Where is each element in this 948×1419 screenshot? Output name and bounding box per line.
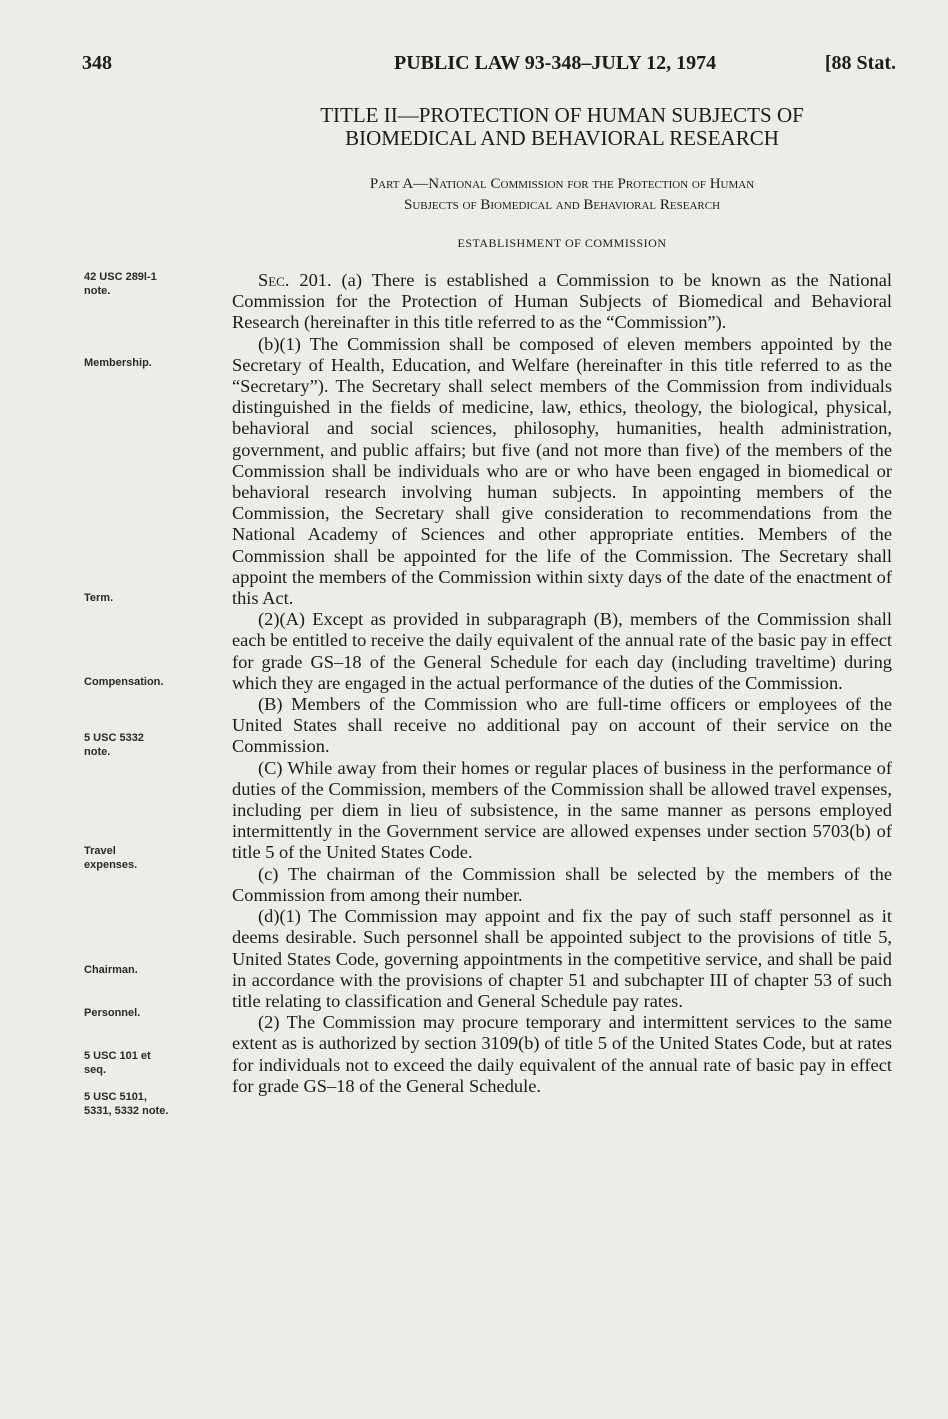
part-line-1: Part A—National Commission for the Protection of Human — [369, 176, 755, 192]
paragraph-2b: (B) Members of the Commission who are full-time officers or employees of the United States shall receive no additional pay on account of their service on the Commission. — [232, 694, 892, 757]
volume-reference: [88 Stat. — [824, 52, 896, 74]
margin-note-citation-4: 5 USC 5101, 5331, 5332 note. — [84, 1091, 169, 1117]
paragraph-d2: (2) The Commission may procure temporary and intermittent services to the same extent as is authorized by section 3109(b) of title 5 of the United States Code, but at rates for individuals not to exceed the daily equivalent of the annual rate of basic pay in effect for grade GS–18 of the General Schedule. — [232, 1012, 892, 1096]
title-heading — [232, 104, 892, 150]
margin-note-personnel: Personnel. — [84, 1007, 141, 1019]
paragraph-sec-201-a: Sec. 201. (a) There is established a Commission to be known as the National Commission for the Protection of Human Subjects of Biomedical and Behavioral Research (hereinafter in this title referred to as the “Commission”). — [232, 270, 892, 333]
paragraph-2c: (C) While away from their homes or regular places of business in the performance of duties of the Commission, members of the Commission shall be allowed travel expenses, including per diem in lieu of subsistence, in the same manner as persons employed intermittently in the Government service are allowed expenses under section 5703(b) of title 5 of the United States Code. — [232, 757, 892, 863]
margin-note-membership: Membership. — [84, 357, 152, 369]
title-line-2: BIOMEDICAL AND BEHAVIORAL RESEARCH — [345, 126, 779, 150]
margin-note-compensation: Compensation. — [84, 676, 164, 688]
margin-note-citation-1: 42 USC 289l-1 note. — [84, 271, 157, 297]
paragraph-b1: (b)(1) The Commission shall be composed of eleven members appointed by the Secretary of Health, Education, and Welfare (hereinafter in this title referred to as the “Secretary”). The Secretary shall select members of the Commission from individuals distinguished in the fields of medicine, law, ethics, theology, the biological, physical, behavioral and social sciences, philosophy, humanities, health administration, government, and public affairs; but five (and not more than five) of the members of the Commission shall be individuals who are or who have been engaged in biomedical or behavioral research involving human subjects. In appointing members of the Commission, the Secretary shall give consideration to recommendations from the National Academy of Sciences and other appropriate entities. Members of the Commission shall be appointed for the life of the Commission. The Secretary shall appoint the members of the Commission within sixty days of the date of the enactment of this Act. — [232, 333, 892, 609]
section-heading: ESTABLISHMENT OF COMMISSION — [457, 236, 667, 250]
running-title: PUBLIC LAW 93-348–JULY 12, 1974 — [394, 52, 717, 74]
page-number: 348 — [82, 52, 112, 74]
section-body — [232, 270, 892, 1097]
part-heading — [232, 174, 892, 216]
margin-note-travel-expenses: Travel expenses. — [84, 845, 138, 871]
margin-note-term: Term. — [84, 592, 114, 604]
paragraph-2a: (2)(A) Except as provided in subparagraph (B), members of the Commission shall each be entitled to receive the daily equivalent of the annual rate of the basic pay in effect for grade GS–18 of the General Schedule for each day (including traveltime) during which they are engaged in the actual performance of the duties of the Commission. — [232, 609, 892, 693]
running-header — [82, 52, 896, 82]
margin-note-citation-3: 5 USC 101 et seq. — [84, 1050, 151, 1076]
margin-note-citation-2: 5 USC 5332 note. — [84, 732, 144, 758]
title-line-1: TITLE II—PROTECTION OF HUMAN SUBJECTS OF — [320, 103, 804, 127]
margin-note-chairman: Chairman. — [84, 964, 138, 976]
section-label: Sec. 201. — [258, 270, 332, 290]
paragraph-c: (c) The chairman of the Commission shall be selected by the members of the Commission from among their number. — [232, 863, 892, 905]
paragraph-d1: (d)(1) The Commission may appoint and fix the pay of such staff personnel as it deems desirable. Such personnel shall be appointed subject to the provisions of title 5, United States Code, governing appointments in the competitive service, and shall be paid in accordance with the provisions of chapter 51 and subchapter III of chapter 53 of such title relating to classification and General Schedule pay rates. — [232, 906, 892, 1011]
part-line-2: Subjects of Biomedical and Behavioral Research — [403, 197, 721, 213]
